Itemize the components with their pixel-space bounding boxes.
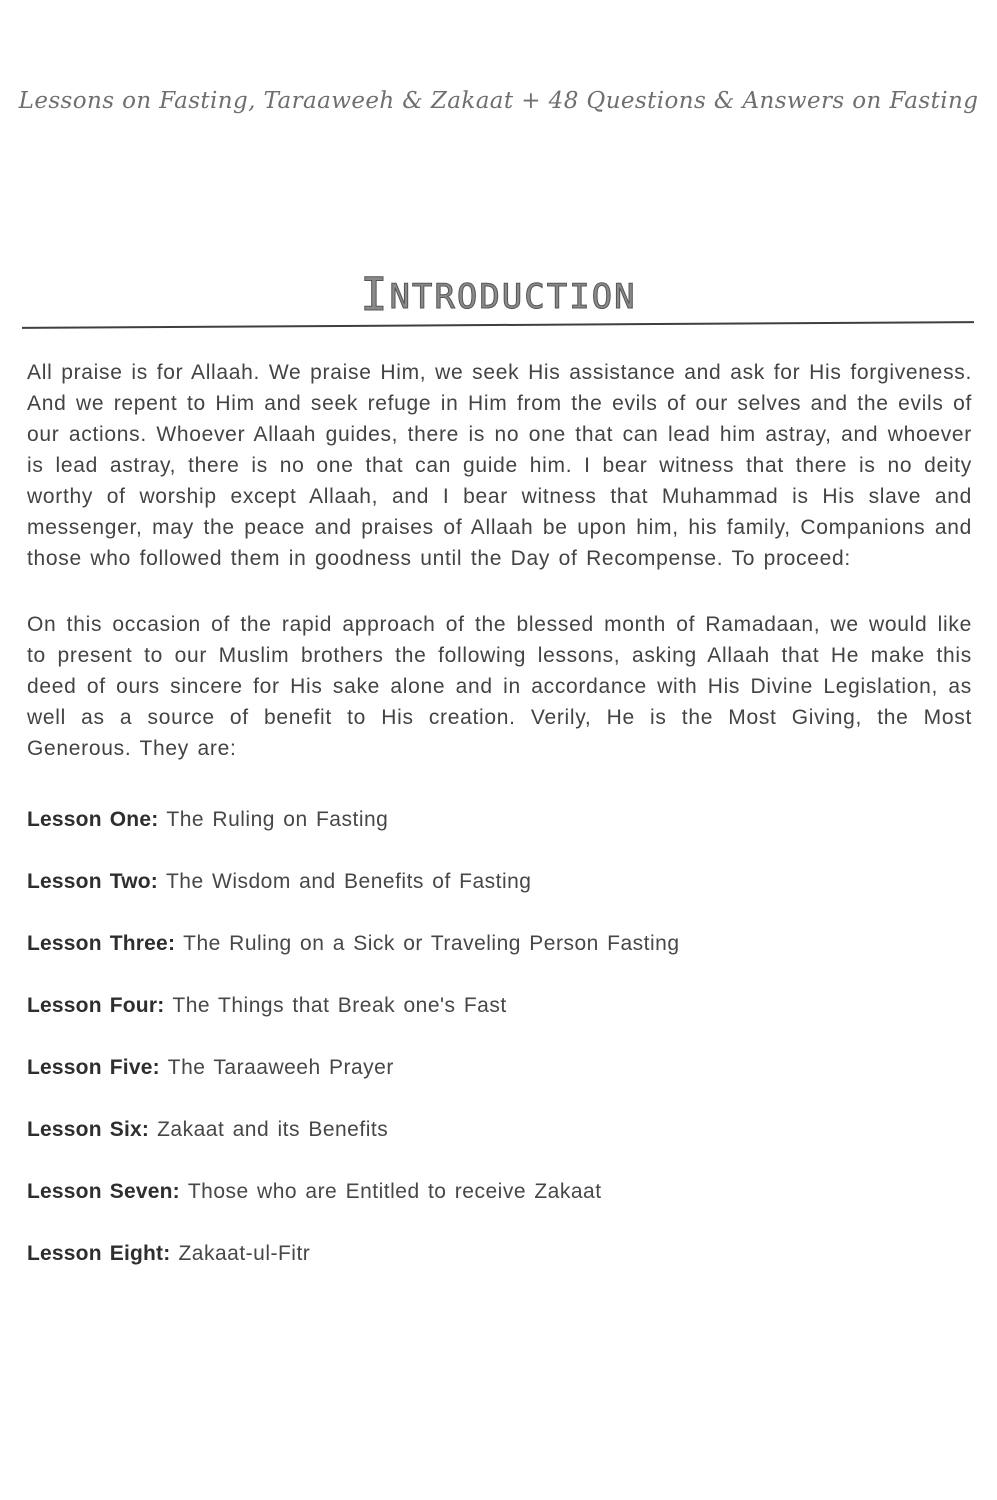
lesson-list <box>27 807 972 1267</box>
page-title-rest: NTRODUCTION <box>389 277 637 317</box>
page-content <box>0 357 997 1267</box>
lesson-label: Lesson Five: <box>27 1056 160 1079</box>
lesson-label: Lesson Eight: <box>27 1242 171 1265</box>
page-title <box>0 268 997 321</box>
page-title-initial: I <box>360 268 390 321</box>
title-rule <box>22 321 974 329</box>
lesson-title: The Things that Break one's Fast <box>172 994 507 1017</box>
lesson-label: Lesson Two: <box>27 870 158 893</box>
lesson-label: Lesson Six: <box>27 1118 150 1141</box>
lesson-title: The Wisdom and Benefits of Fasting <box>165 870 532 893</box>
lesson-title: The Ruling on a Sick or Traveling Person Fasting <box>183 932 680 955</box>
lesson-title: The Ruling on Fasting <box>166 808 389 831</box>
lesson-label: Lesson Four: <box>27 994 165 1017</box>
lesson-title: Zakaat and its Benefits <box>157 1118 389 1141</box>
lesson-item-eight <box>27 1241 972 1267</box>
lesson-item-five <box>27 1055 972 1081</box>
lesson-title: Zakaat-ul-Fitr <box>178 1242 311 1265</box>
lesson-title: Those who are Entitled to receive Zakaat <box>187 1180 602 1203</box>
running-header: Lessons on Fasting, Taraaweeh & Zakaat + 48 Questions & Answers on Fasting <box>18 88 979 114</box>
intro-paragraph-1: All praise is for Allaah. We praise Him, we seek His assistance and ask for His forgiveness. And we repent to Him and seek refuge in Him from the evils of our selves and the evils of our actions. Whoever Allaah guides, there is no one that can lead him astray, and whoever is lead astray, there is no one that can guide him. I bear witness that there is no deity worthy of worship except Allaah, and I bear witness that Muhammad is His slave and messenger, may the peace and praises of Allaah be upon him, his family, Companions and those who followed them in goodness until the Day of Recompense. To proceed: <box>27 361 972 570</box>
lesson-item-six <box>27 1117 972 1143</box>
lesson-item-one <box>27 807 972 833</box>
intro-paragraph-2: On this occasion of the rapid approach of the blessed month of Ramadaan, we would like to present to our Muslim brothers the following lessons, asking Allaah that He make this deed of ours sincere for His sake alone and in accordance with His Divine Legislation, as well as a source of benefit to His creation. Verily, He is the Most Giving, the Most Generous. They are: <box>27 613 972 760</box>
lesson-label: Lesson Seven: <box>27 1180 180 1203</box>
lesson-item-seven <box>27 1179 972 1205</box>
lesson-label: Lesson One: <box>27 808 159 831</box>
lesson-item-two <box>27 869 972 895</box>
lesson-label: Lesson Three: <box>27 932 176 955</box>
lesson-item-three <box>27 931 972 957</box>
lesson-title: The Taraaweeh Prayer <box>167 1056 394 1079</box>
lesson-item-four <box>27 993 972 1019</box>
